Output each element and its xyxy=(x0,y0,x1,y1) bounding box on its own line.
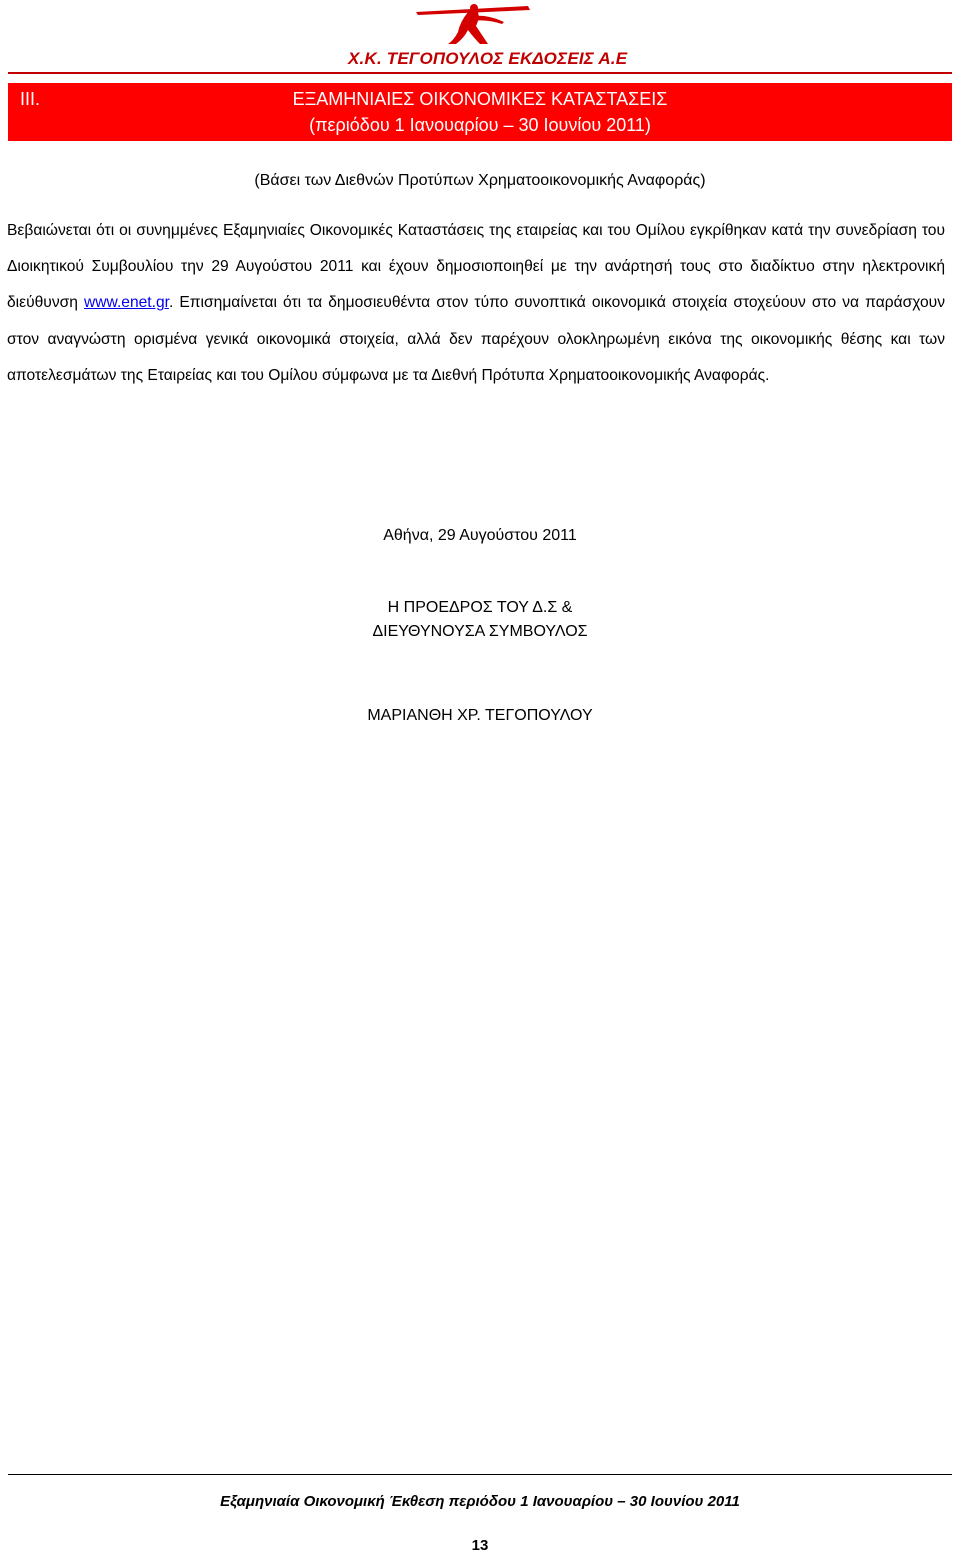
enet-link[interactable]: www.enet.gr xyxy=(84,294,169,312)
section-number: III. xyxy=(20,89,41,109)
approval-paragraph xyxy=(7,213,945,394)
section-title: ΕΞΑΜΗΝΙΑΙΕΣ ΟΙΚΟΝΟΜΙΚΕΣ ΚΑΤΑΣΤΑΣΕΙΣ xyxy=(292,89,668,109)
section-banner xyxy=(8,83,952,141)
footer-text: Εξαμηνιαία Οικονομική Έκθεση περιόδου 1 Ιανουαρίου – 30 Ιουνίου 2011 xyxy=(220,1493,740,1510)
paragraph-text-start: Βεβαιώνεται ότι οι συνημμένες Εξαμηνιαίες Οικονομικές Καταστάσεις της εταιρείας και του Ομίλου εγκρίθηκαν κατά την συνεδρίαση του Διοικητικού Συμβουλίου την 29 Αυγούστου 2011 και έχουν δημοσιοποιηθεί με την ανάρτησή τους στο διαδίκτυο στην ηλεκτρονική διεύθυνση xyxy=(7,222,945,312)
runner-figure-logo-icon xyxy=(408,2,538,46)
place-date: Αθήνα, 29 Αυγούστου 2011 xyxy=(383,527,577,544)
section-subtitle: (περιόδου 1 Ιανουαρίου – 30 Ιουνίου 2011) xyxy=(309,115,651,135)
signatory-name: ΜΑΡΙΑΝΘΗ ΧΡ. ΤΕΓΟΠΟΥΛΟΥ xyxy=(367,707,593,724)
signatory-role-line1: Η ΠΡΟΕΔΡΟΣ ΤΟΥ Δ.Σ & xyxy=(387,599,573,616)
paragraph-text-end: . Επισημαίνεται ότι τα δημοσιευθέντα στον τύπο συνοπτικά οικονομικά στοιχεία στοχεύουν στο να παράσχουν στον αναγνώστη ορισμένα γενικά οικονομικά στοιχεία, αλλά δεν παρέχουν ολοκληρωμένη εικόνα της οικονομικής θέσης και των αποτελεσμάτων της Εταιρείας και του Ομίλου σύμφωνα με τα Διεθνή Πρότυπα Χρηματοοικονομικής Αναφοράς. xyxy=(7,294,945,384)
standards-basis-note: (Βάσει των Διεθνών Προτύπων Χρηματοοικονομικής Αναφοράς) xyxy=(254,172,706,189)
header-divider xyxy=(8,72,952,74)
page-number: 13 xyxy=(471,1537,489,1554)
footer-divider xyxy=(8,1474,952,1475)
company-name: Χ.Κ. ΤΕΓΟΠΟΥΛΟΣ ΕΚΔΟΣΕΙΣ Α.Ε xyxy=(348,49,628,68)
signatory-role-line2: ΔΙΕΥΘΥΝΟΥΣΑ ΣΥΜΒΟΥΛΟΣ xyxy=(372,623,588,640)
